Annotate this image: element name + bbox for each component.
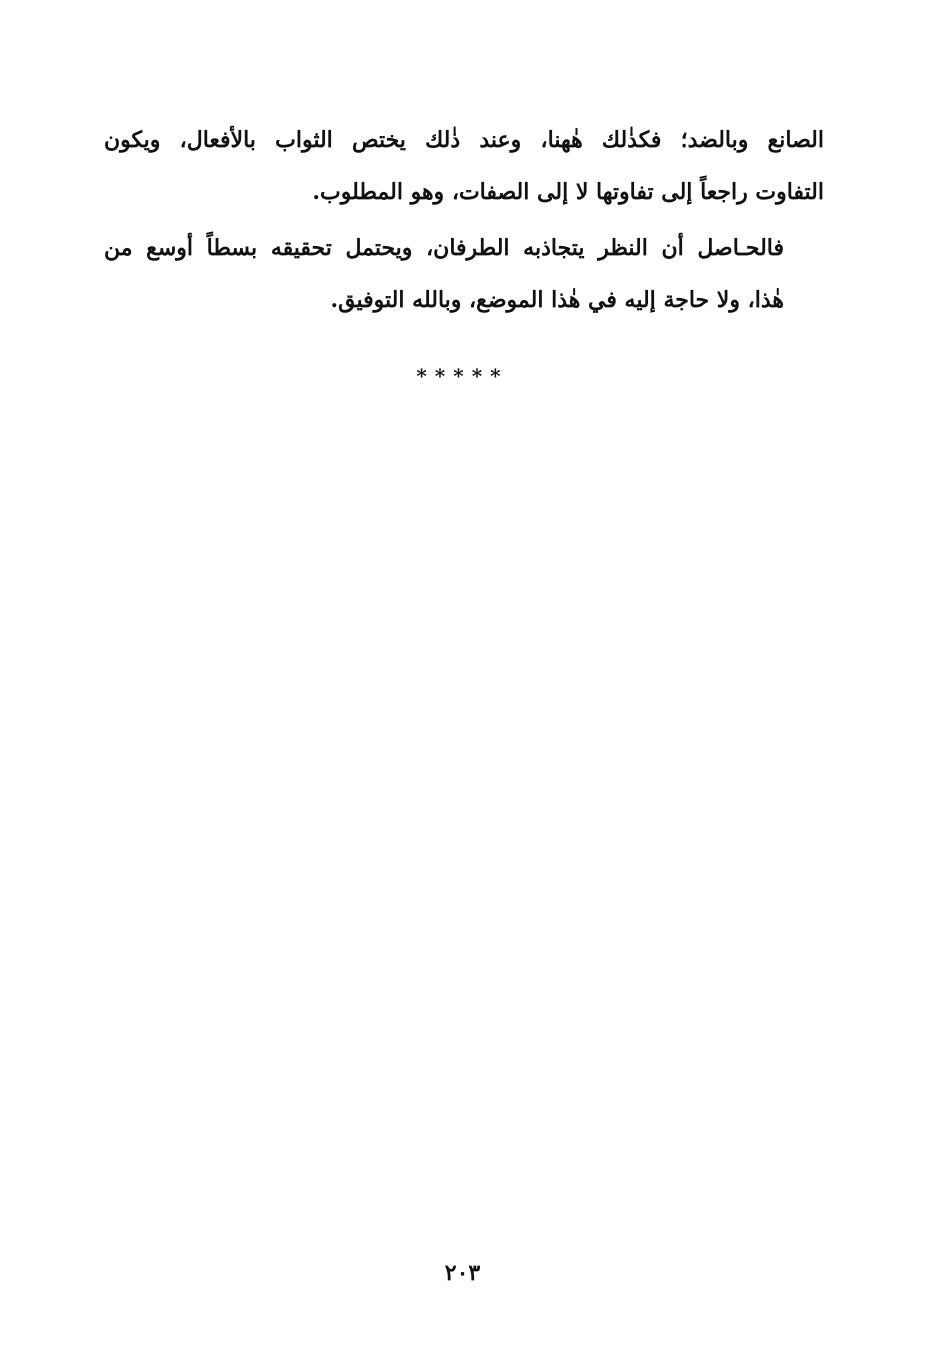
page-number: ٢٠٣ (444, 1260, 481, 1286)
section-separator: ***** (416, 364, 509, 388)
paragraph-1-line-1: الصانع وبالضد؛ فكذٰلك هٰهنا، وعند ذٰلك يختص الثواب بالأفعال، ويكون (104, 127, 824, 153)
paragraph-1 (104, 114, 824, 218)
paragraph-2 (104, 222, 824, 326)
paragraph-2-line-1: فالحـاصل أن النظر يتجاذبه الطرفان، ويحتمل تحقيقه بسطاً أوسع من (104, 235, 784, 261)
paragraph-2-line-2: هٰذا، ولا حاجة إليه في هٰذا الموضع، وبالله التوفيق. (330, 287, 784, 313)
paragraph-1-line-2: التفاوت راجعاً إلى تفاوتها لا إلى الصفات، وهو المطلوب. (312, 179, 824, 205)
